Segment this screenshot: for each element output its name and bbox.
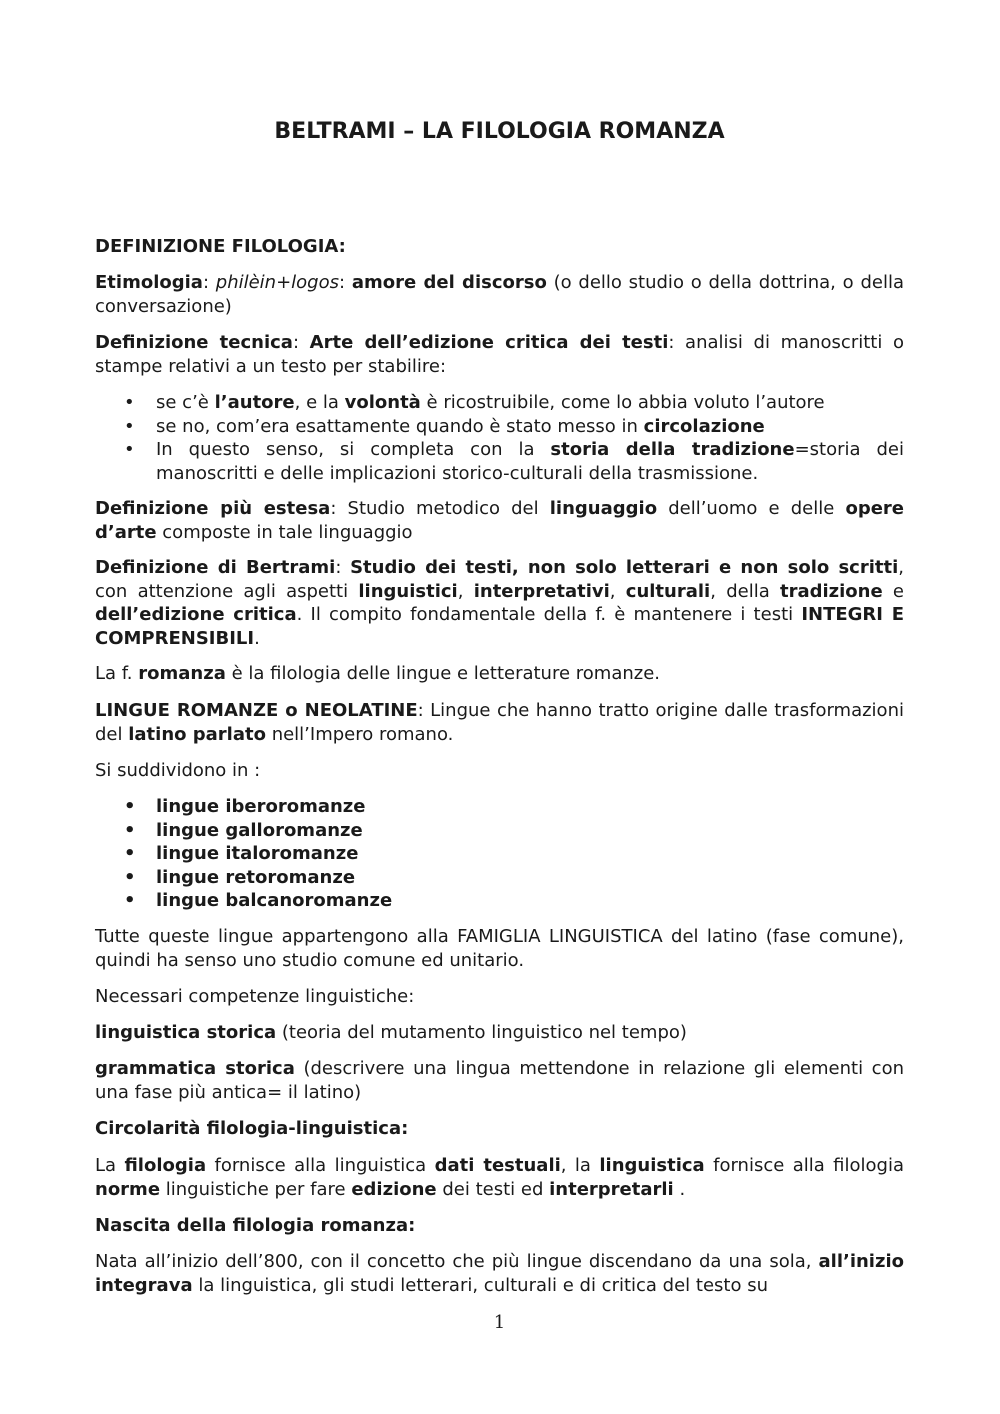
list-item: • lingue galloromanze (95, 819, 904, 843)
paragraph-grammatica-storica: grammatica storica (descrivere una lingua mettendone in relazione gli elementi con una fase più antica= il latino) (95, 1058, 904, 1103)
document-page (95, 0, 904, 1414)
list-item: • se c’è l’autore, e la volontà è ricostruibile, come lo abbia voluto l’autore (95, 391, 904, 415)
list-item: • lingue retoromanze (95, 866, 904, 890)
paragraph-definizione-bertrami: Definizione di Bertrami: Studio dei testi, non solo letterari e non solo scritti, con attenzione agli aspetti linguistici, interpretativi, culturali, della tradizione e dell’edizione critica. Il compito fondamentale della f. è mantenere i testi INTEGRI E COMPRENSIBILI. (95, 557, 905, 649)
page-number: 1 (493, 1312, 506, 1333)
paragraph-romanza: La f. romanza è la filologia delle lingue e letterature romanze. (95, 663, 661, 684)
document-title: BELTRAMI – LA FILOLOGIA ROMANZA (274, 119, 725, 144)
paragraph-competenze: Necessari competenze linguistiche: (95, 986, 415, 1007)
list-item: • lingue italoromanze (95, 842, 904, 866)
section-heading-nascita: Nascita della filologia romanza: (95, 1215, 416, 1236)
paragraph-lingue-romanze: LINGUE ROMANZE o NEOLATINE: Lingue che hanno tratto origine dalle trasformazioni del latino parlato nell’Impero romano. (95, 700, 904, 745)
bullet-list-tecnica (95, 391, 904, 485)
paragraph-definizione-tecnica: Definizione tecnica: Arte dell’edizione critica dei testi: analisi di manoscritti o stampe relativi a un testo per stabilire: (95, 332, 904, 377)
list-item: • In questo senso, si completa con la storia della tradizione=storia dei manoscritti e delle implicazioni storico-culturali della trasmissione. (95, 438, 904, 485)
paragraph-etimologia: Etimologia: philèin+logos: amore del discorso (o dello studio o della dottrina, o della conversazione) (95, 272, 904, 317)
list-item: • lingue iberoromanze (95, 795, 904, 819)
paragraph-circolarita: La filologia fornisce alla linguistica dati testuali, la linguistica fornisce alla filologia norme linguistiche per fare edizione dei testi ed interpretarli . (95, 1155, 905, 1200)
paragraph-linguistica-storica: linguistica storica (teoria del mutamento linguistico nel tempo) (95, 1022, 687, 1043)
paragraph-suddividono: Si suddividono in : (95, 760, 261, 781)
paragraph-definizione-estesa: Definizione più estesa: Studio metodico del linguaggio dell’uomo e delle opere d’arte composte in tale linguaggio (95, 498, 904, 543)
list-item: • se no, com’era esattamente quando è stato messo in circolazione (95, 415, 904, 439)
bullet-list-lingue (95, 795, 904, 913)
paragraph-famiglia: Tutte queste lingue appartengono alla FAMIGLIA LINGUISTICA del latino (fase comune), quindi ha senso uno studio comune ed unitario. (95, 926, 904, 971)
list-item: • lingue balcanoromanze (95, 889, 904, 913)
section-heading-definizione: DEFINIZIONE FILOLOGIA: (95, 236, 346, 257)
paragraph-nascita: Nata all’inizio dell’800, con il concetto che più lingue discendano da una sola, all’inizio integrava la linguistica, gli studi letterari, culturali e di critica del testo su (95, 1251, 904, 1296)
section-heading-circolarita: Circolarità filologia-linguistica: (95, 1118, 409, 1139)
